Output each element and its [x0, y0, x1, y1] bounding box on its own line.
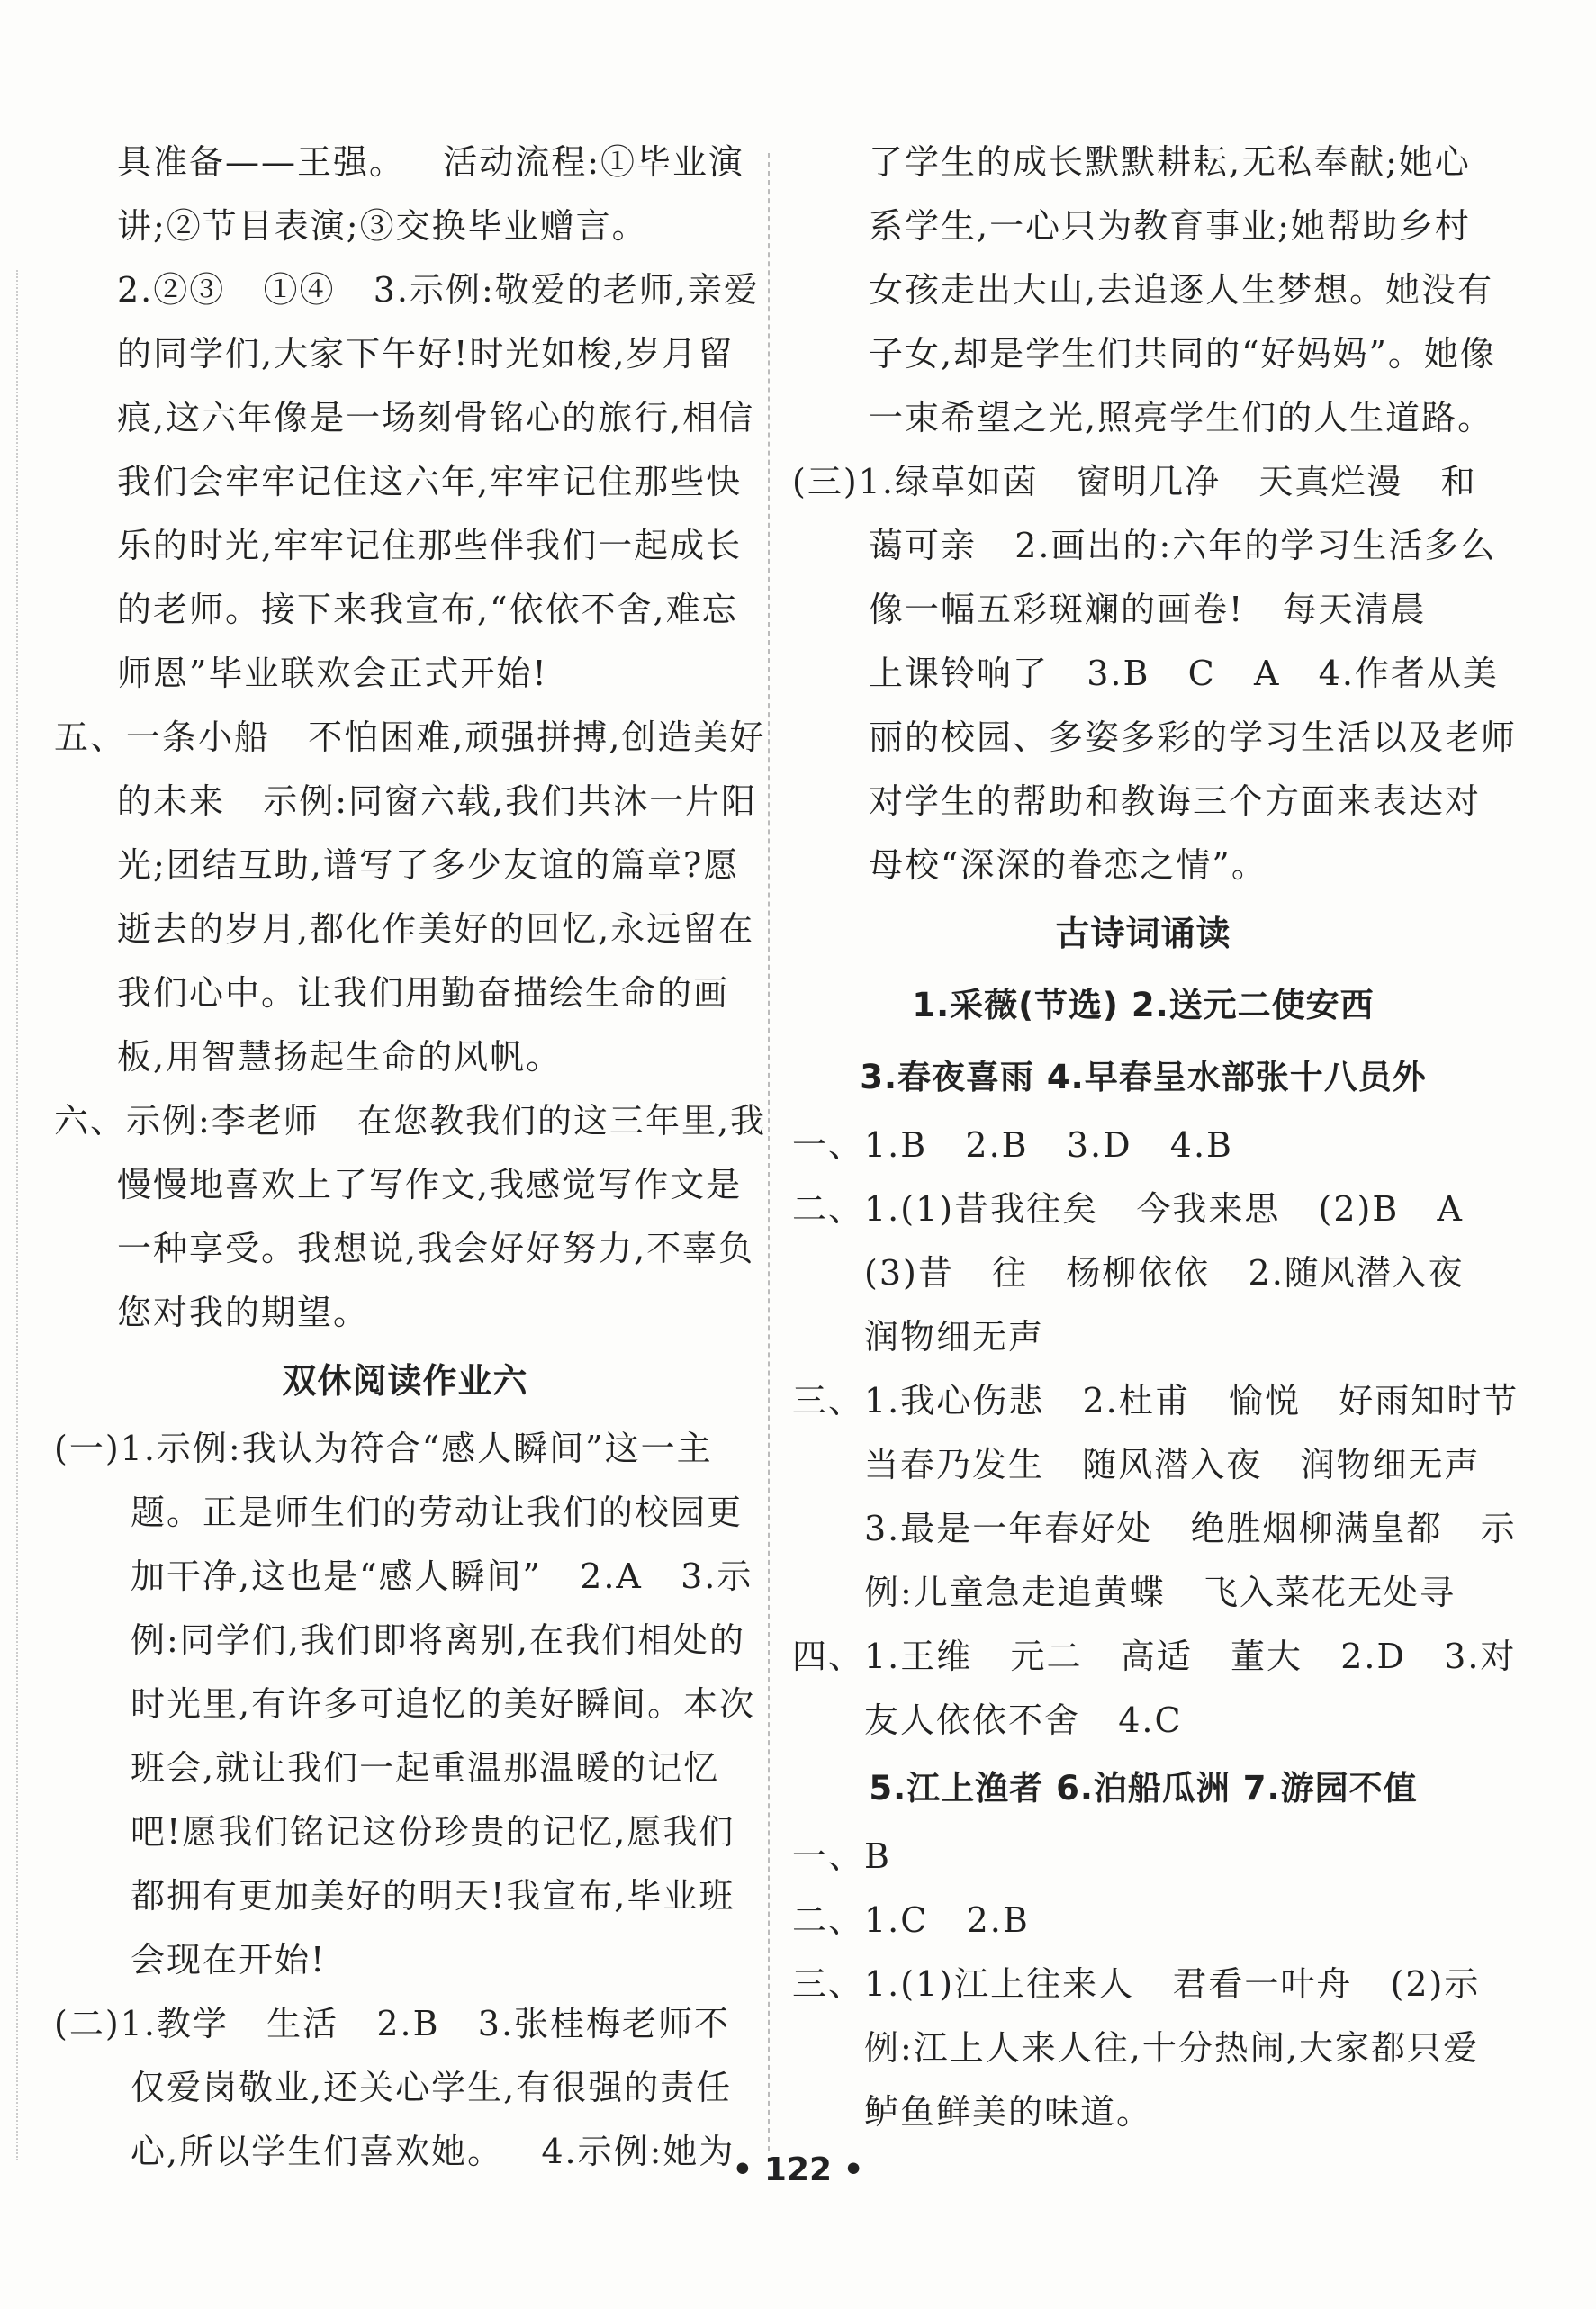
- answer-line: 会现在开始!: [131, 1940, 327, 1980]
- answer-line: 一种享受。我想说,我会好好努力,不辜负: [117, 1229, 755, 1268]
- answer-line: 一束希望之光,照亮学生们的人生道路。: [869, 398, 1494, 437]
- answer-line: (二)1.教学 生活 2.B 3.张桂梅老师不: [54, 2004, 731, 2043]
- answer-line: 乐的时光,牢牢记住那些伴我们一起成长: [117, 526, 743, 565]
- binding-edge: [0, 270, 18, 2160]
- answer-line: 具准备——王强。 活动流程:①毕业演: [117, 142, 745, 182]
- answer-line: 光;团结互助,谱写了多少友谊的篇章?愿: [117, 845, 740, 885]
- answer-line: 您对我的期望。: [117, 1293, 370, 1332]
- answer-line: 子女,却是学生们共同的“好妈妈”。她像: [869, 334, 1496, 374]
- answer-line: 题。正是师生们的劳动让我们的校园更: [131, 1493, 744, 1532]
- answer-line: 例:江上人来人往,十分热闹,大家都只爱: [864, 2028, 1479, 2068]
- answer-line: 系学生,一心只为教育事业;她帮助乡村: [869, 206, 1471, 246]
- section-heading: 双休阅读作业六: [282, 1361, 528, 1401]
- answer-line: 加干净,这也是“感人瞬间” 2.A 3.示: [131, 1556, 753, 1596]
- answer-line: (三)1.绿草如茵 窗明几净 天真烂漫 和: [792, 462, 1477, 501]
- section-heading: 古诗词诵读: [1055, 914, 1231, 953]
- answer-line: 三、1.(1)江上往来人 君看一叶舟 (2)示: [792, 1964, 1481, 2004]
- column-divider: [768, 153, 770, 2151]
- answer-line: 四、1.王维 元二 高适 董大 2.D 3.对: [792, 1637, 1517, 1676]
- answer-line: 班会,就让我们一起重温那温暖的记忆: [131, 1748, 720, 1788]
- answer-line: 上课铃响了 3.B C A 4.作者从美: [869, 654, 1499, 693]
- answer-line: 五、一条小船 不怕困难,顽强拼搏,创造美好: [54, 717, 766, 757]
- answer-line: 六、示例:李老师 在您教我们的这三年里,我: [54, 1101, 767, 1141]
- answer-line: 一、B: [792, 1836, 891, 1876]
- answer-line: (3)昔 往 杨柳依依 2.随风潜入夜: [864, 1253, 1465, 1293]
- answer-line: 一、1.B 2.B 3.D 4.B: [792, 1125, 1233, 1165]
- answer-line: 蔼可亲 2.画出的:六年的学习生活多么: [869, 526, 1497, 565]
- answer-line: 时光里,有许多可追忆的美好瞬间。本次: [131, 1684, 756, 1724]
- answer-line: 的同学们,大家下午好!时光如梭,岁月留: [117, 334, 735, 374]
- answer-line: 对学生的帮助和教诲三个方面来表达对: [869, 781, 1482, 821]
- answer-line: 慢慢地喜欢上了写作文,我感觉写作文是: [117, 1165, 743, 1204]
- answer-line: 女孩走出大山,去追逐人生梦想。她没有: [869, 270, 1494, 310]
- answer-line: 都拥有更加美好的明天!我宣布,毕业班: [131, 1876, 735, 1916]
- answer-line: 例:同学们,我们即将离别,在我们相处的: [131, 1620, 745, 1660]
- answer-line: 师恩”毕业联欢会正式开始!: [117, 654, 548, 693]
- answer-line: 鲈鱼鲜美的味道。: [864, 2092, 1153, 2132]
- answer-line: 二、1.(1)昔我往矣 今我来思 (2)B A: [792, 1189, 1464, 1229]
- answer-line: 友人依依不舍 4.C: [864, 1700, 1183, 1740]
- answer-line: 我们会牢牢记住这六年,牢牢记住那些快: [117, 462, 743, 501]
- answer-line: 讲;②节目表演;③交换毕业赠言。: [117, 206, 648, 246]
- answer-line: 的未来 示例:同窗六载,我们共沐一片阳: [117, 781, 758, 821]
- answer-line: 当春乃发生 随风潜入夜 润物细无声: [864, 1445, 1481, 1484]
- answer-line: 3.最是一年春好处 绝胜烟柳满皇都 示: [864, 1509, 1517, 1548]
- answer-line: 例:儿童急走追黄蝶 飞入菜花无处寻: [864, 1573, 1456, 1612]
- answer-line: 了学生的成长默默耕耘,无私奉献;她心: [869, 142, 1471, 182]
- answer-line: 仅爱岗敬业,还关心学生,有很强的责任: [131, 2068, 733, 2107]
- page-number: • 122 •: [732, 2151, 864, 2188]
- answer-line: 2.②③ ①④ 3.示例:敬爱的老师,亲爱: [117, 270, 760, 310]
- poem-title-heading: 3.春夜喜雨 4.早春呈水部张十八员外: [860, 1058, 1427, 1096]
- left-column: [54, 131, 767, 2184]
- answer-line: 心,所以学生们喜欢她。 4.示例:她为: [131, 2132, 735, 2171]
- answer-line: 板,用智慧扬起生命的风帆。: [117, 1037, 563, 1077]
- answer-line: 润物细无声: [864, 1317, 1045, 1357]
- answer-line: 二、1.C 2.B: [792, 1900, 1030, 1940]
- answer-line: 丽的校园、多姿多彩的学习生活以及老师: [869, 717, 1518, 757]
- answer-line: 三、1.我心伤悲 2.杜甫 愉悦 好雨知时节: [792, 1381, 1519, 1421]
- answer-line: (一)1.示例:我认为符合“感人瞬间”这一主: [54, 1429, 713, 1468]
- answer-line: 的老师。接下来我宣布,“依依不舍,难忘: [117, 590, 738, 629]
- answer-line: 逝去的岁月,都化作美好的回忆,永远留在: [117, 909, 755, 949]
- right-column: [792, 131, 1519, 2144]
- poem-title-heading: 1.采薇(节选) 2.送元二使安西: [912, 986, 1375, 1024]
- answer-line: 我们心中。让我们用勤奋描绘生命的画: [117, 973, 730, 1013]
- answer-line: 痕,这六年像是一场刻骨铭心的旅行,相信: [117, 398, 755, 437]
- answer-line: 母校“深深的眷恋之情”。: [869, 845, 1267, 885]
- poem-title-heading: 5.江上渔者 6.泊船瓜洲 7.游园不值: [869, 1769, 1418, 1808]
- answer-line: 吧!愿我们铭记这份珍贵的记忆,愿我们: [131, 1812, 735, 1852]
- answer-line: 像一幅五彩斑斓的画卷! 每天清晨: [869, 590, 1427, 629]
